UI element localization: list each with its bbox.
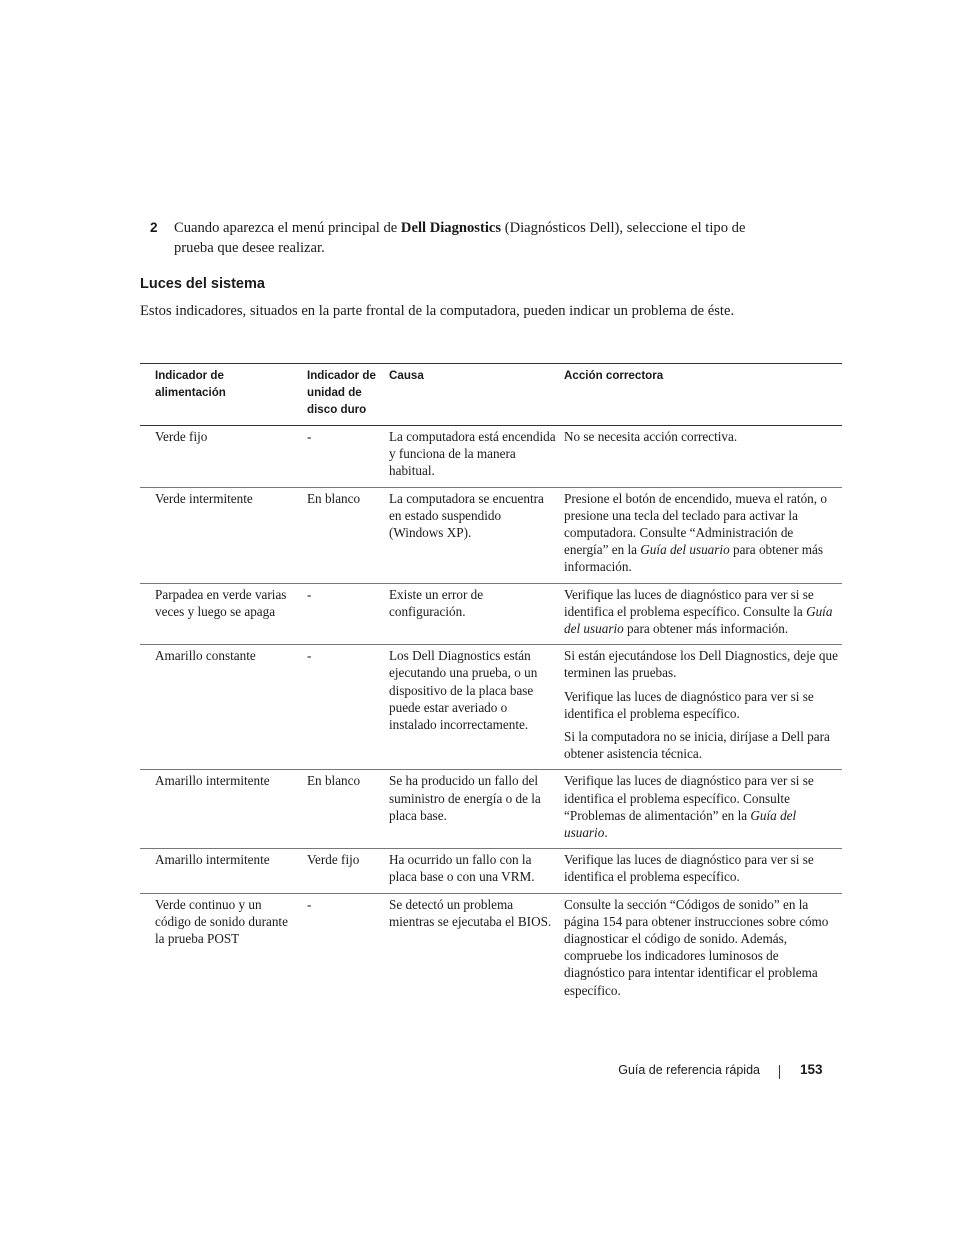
cell-power: Verde intermitente bbox=[140, 487, 292, 583]
action-paragraph bbox=[564, 586, 838, 638]
action-text: para obtener más información. bbox=[623, 621, 789, 637]
cell-cause: Los Dell Diagnostics están ejecutando una prueba, o un dispositivo de la placa base puede estar averiado o instalado incorrectamente. bbox=[383, 645, 558, 770]
cell-power: Verde continuo y un código de sonido durante la prueba POST bbox=[155, 896, 288, 947]
header-cause: Causa bbox=[383, 364, 558, 426]
table-row bbox=[140, 849, 842, 893]
cell-disk: - bbox=[292, 645, 383, 770]
section-intro: Estos indicadores, situados en la parte frontal de la computadora, pueden indicar un problema de éste. bbox=[140, 303, 735, 319]
action-italic-text: Guía del usuario bbox=[564, 603, 833, 637]
table-row bbox=[140, 487, 842, 583]
table-header-row bbox=[140, 364, 842, 426]
header-power-indicator: Indicador de alimentación bbox=[140, 364, 292, 426]
table-row bbox=[140, 583, 842, 645]
cell-action bbox=[558, 487, 842, 583]
action-text: No se necesita acción correctiva. bbox=[564, 429, 738, 444]
action-paragraph bbox=[564, 428, 838, 445]
cell-power: Amarillo intermitente bbox=[140, 849, 292, 893]
table-body bbox=[140, 426, 842, 1006]
cell-power: Amarillo intermitente bbox=[140, 770, 292, 849]
cell-action bbox=[558, 645, 842, 770]
footer-guide-title: Guía de referencia rápida bbox=[618, 1063, 760, 1077]
cell-cause: Se detectó un problema mientras se ejecutaba el BIOS. bbox=[389, 896, 552, 929]
action-paragraph bbox=[564, 851, 838, 885]
action-paragraph bbox=[564, 647, 838, 681]
table-row bbox=[140, 426, 842, 488]
action-text: Verifique las luces de diagnóstico para ver si se identifica el problema específico. Consulte “Problemas de alimentación” en la bbox=[564, 773, 814, 823]
page-footer bbox=[0, 1062, 954, 1082]
cell-disk: - bbox=[292, 583, 383, 645]
action-italic-text: Guía del usuario bbox=[564, 807, 797, 841]
cell-disk: En blanco bbox=[292, 487, 383, 583]
cell-power: Parpadea en verde varias veces y luego se apaga bbox=[140, 583, 292, 645]
step-item bbox=[150, 218, 760, 258]
cell-power: Verde fijo bbox=[140, 426, 292, 488]
action-paragraph bbox=[564, 772, 838, 841]
action-text: Verifique las luces de diagnóstico para ver si se identifica el problema específico. Consulte la bbox=[564, 586, 814, 619]
action-italic-text: Guía del usuario bbox=[640, 542, 730, 558]
action-text: Consulte la sección “Códigos de sonido” en la página 154 para obtener instrucciones sobre cómo diagnosticar el código de sonido. Además, compruebe los indicadores luminosos de diagnóstico para intentar identificar el problema específico. bbox=[564, 896, 829, 998]
cell-cause: Se ha producido un fallo del suministro de energía o de la placa base. bbox=[383, 770, 558, 849]
table-row bbox=[140, 645, 842, 770]
table-row bbox=[140, 893, 842, 1006]
action-text: . bbox=[604, 825, 608, 841]
cell-cause: La computadora se encuentra en estado suspendido (Windows XP). bbox=[383, 487, 558, 583]
action-paragraph bbox=[564, 896, 838, 999]
action-text: Verifique las luces de diagnóstico para ver si se identifica el problema específico. bbox=[564, 688, 814, 721]
header-disk-indicator: Indicador de unidad de disco duro bbox=[292, 364, 383, 426]
step-number: 2 bbox=[150, 220, 158, 235]
page-number: 153 bbox=[800, 1062, 823, 1077]
system-lights-table bbox=[140, 363, 842, 1006]
table-row bbox=[140, 770, 842, 849]
cell-action bbox=[558, 893, 842, 1006]
cell-disk: Verde fijo bbox=[292, 849, 383, 893]
action-paragraph bbox=[564, 728, 838, 762]
step-text-after: (Diagnósticos Dell), seleccione el tipo de prueba que desee realizar. bbox=[174, 220, 746, 256]
footer-separator bbox=[779, 1065, 780, 1079]
action-paragraph bbox=[564, 688, 838, 722]
cell-action bbox=[558, 426, 842, 488]
step-text-bold: Dell Diagnostics bbox=[400, 220, 502, 236]
cell-action bbox=[558, 770, 842, 849]
action-text: Si están ejecutándose los Dell Diagnostics, deje que terminen las pruebas. bbox=[564, 648, 838, 681]
cell-disk: - bbox=[292, 426, 383, 488]
action-text: Verifique las luces de diagnóstico para ver si se identifica el problema específico. bbox=[564, 852, 814, 885]
action-text: Presione el botón de encendido, mueva el ratón, o presione una tecla del teclado para activar la computadora. Consulte “Administración de energía” en la bbox=[564, 490, 827, 558]
step-text-before: Cuando aparezca el menú principal de bbox=[174, 220, 401, 236]
cell-action bbox=[558, 583, 842, 645]
cell-disk: - bbox=[307, 896, 312, 912]
cell-action bbox=[558, 849, 842, 893]
action-paragraph bbox=[564, 490, 838, 576]
action-text: Si la computadora no se inicia, diríjase a Dell para obtener asistencia técnica. bbox=[564, 729, 830, 762]
header-action: Acción correctora bbox=[558, 364, 842, 426]
action-text: para obtener más información. bbox=[564, 542, 824, 575]
cell-power: Amarillo constante bbox=[140, 645, 292, 770]
cell-cause: La computadora está encendida y funciona de la manera habitual. bbox=[383, 426, 558, 488]
step-text bbox=[174, 218, 760, 258]
cell-disk: En blanco bbox=[292, 770, 383, 849]
cell-cause: Ha ocurrido un fallo con la placa base o con una VRM. bbox=[383, 849, 558, 893]
cell-cause: Existe un error de configuración. bbox=[383, 583, 558, 645]
section-title: Luces del sistema bbox=[140, 276, 265, 292]
